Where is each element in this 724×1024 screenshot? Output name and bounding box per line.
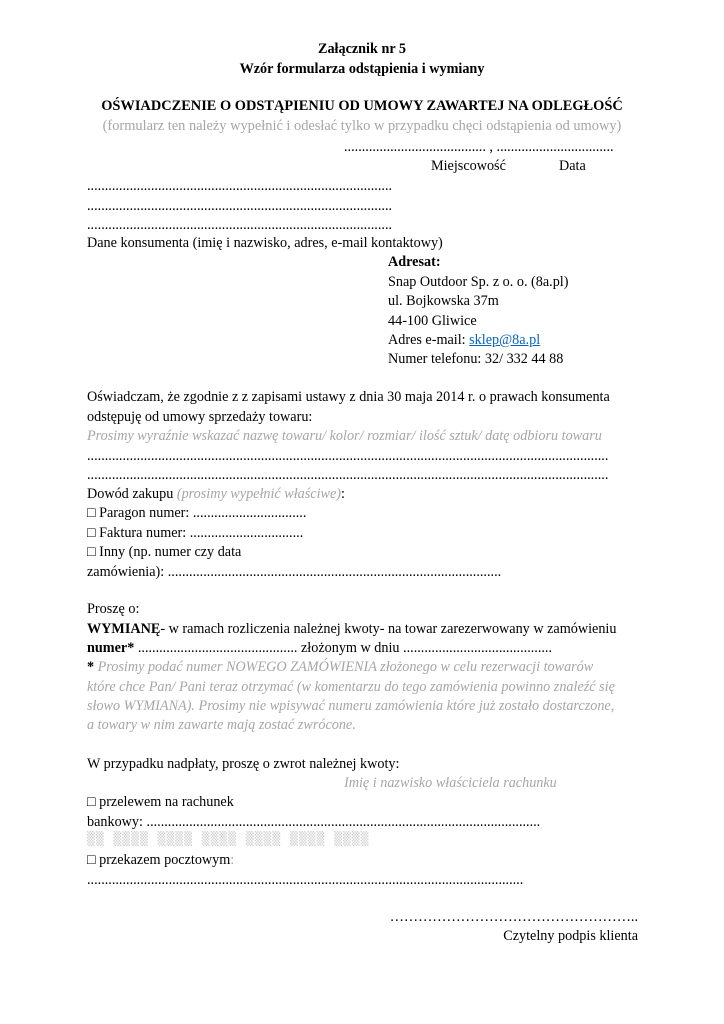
order-number-dots[interactable]: ............................................. złożonym w dniu .......................................... xyxy=(134,640,553,656)
order-field[interactable]: zamówienia): .............................................................................................. xyxy=(87,564,502,580)
exchange-line xyxy=(87,620,616,638)
proof-hint: (prosimy wypełnić właściwe) xyxy=(176,486,342,502)
proof-label-line xyxy=(87,485,345,503)
signature-label: Czytelny podpis klienta xyxy=(503,928,638,944)
form-subtitle: (formularz ten należy wypełnić i odesłać tylko w przypadku chęci odstąpienia od umowy) xyxy=(102,118,622,134)
bank-dots[interactable]: ............................................................................................................... xyxy=(146,814,541,830)
exchange-rest: - w ramach rozliczenia należnej kwoty- na towar zarezerwowany w zamówieniu xyxy=(160,621,617,637)
postal-dots[interactable]: ........................................................................................................................... xyxy=(87,872,524,888)
postal-order-line[interactable] xyxy=(87,851,234,869)
account-owner-hint: Imię i nazwisko właściciela rachunku xyxy=(344,775,557,791)
annex-title: Wzór formularza odstąpienia i wymiany xyxy=(239,61,485,77)
refund-label: W przypadku nadpłaty, proszę o zwrot należnej kwoty: xyxy=(87,756,400,772)
product-dots-2[interactable]: ................................................................................................................................................... xyxy=(87,467,609,483)
other-checkbox[interactable]: □ Inny (np. numer czy data xyxy=(87,544,242,560)
proof-label: Dowód zakupu xyxy=(87,486,177,502)
email-link[interactable]: sklep@8a.pl xyxy=(469,332,541,348)
product-hint: Prosimy wyraźnie wskazać nazwę towaru/ kolor/ rozmiar/ ilość sztuk/ datę odbioru towaru xyxy=(87,428,602,444)
consumer-label: Dane konsumenta (imię i nazwisko, adres, e-mail kontaktowy) xyxy=(87,235,443,251)
annex-number: Załącznik nr 5 xyxy=(317,41,407,57)
postal-colon: : xyxy=(230,852,235,868)
declaration-line-1: Oświadczam, że zgodnie z z zapisami ustawy z dnia 30 maja 2014 r. o prawach konsumenta xyxy=(87,389,610,405)
addressee-street: ul. Bojkowska 37m xyxy=(388,293,499,309)
note-star: * xyxy=(87,659,95,675)
bank-label: bankowy: xyxy=(87,814,147,830)
exchange-bold: WYMIANĘ xyxy=(87,621,161,637)
place-label: Miejscowość xyxy=(431,158,506,174)
addressee-city: 44-100 Gliwice xyxy=(388,313,477,329)
signature-dots[interactable]: …………………………………………….. xyxy=(389,909,638,925)
consumer-line-3[interactable]: ...................................................................................... xyxy=(87,217,393,233)
form-title: OŚWIADCZENIE O ODSTĄPIENIU OD UMOWY ZAWARTEJ NA ODLEGŁOŚĆ xyxy=(101,98,623,114)
addressee-phone: Numer telefonu: 32/ 332 44 88 xyxy=(388,351,564,367)
consumer-line-1[interactable]: ...................................................................................... xyxy=(87,178,393,194)
bank-account-line[interactable] xyxy=(87,813,540,831)
exchange-note-1 xyxy=(87,658,593,676)
postal-checkbox[interactable]: □ przekazem pocztowym xyxy=(87,852,231,868)
note-text-1: Prosimy podać numer NOWEGO ZAMÓWIENIA złożonego w celu rezerwacji towarów xyxy=(94,659,594,675)
addressee-heading: Adresat: xyxy=(388,254,441,270)
exchange-note-4: a towary w nim zawarte mają zostać zwrócone. xyxy=(87,717,356,733)
request-label: Proszę o: xyxy=(87,601,140,617)
exchange-note-2: które chce Pan/ Pani teraz otrzymać (w komentarzu do tego zamówienia powinno znaleźć się xyxy=(87,679,615,695)
receipt-checkbox[interactable]: □ Paragon numer: ................................ xyxy=(87,505,307,521)
declaration-line-2: odstępuję od umowy sprzedaży towaru: xyxy=(87,409,313,425)
place-date-dots[interactable]: ........................................ , ................................. xyxy=(344,139,614,155)
transfer-checkbox[interactable]: □ przelewem na rachunek xyxy=(87,794,234,810)
product-dots-1[interactable]: ................................................................................................................................................... xyxy=(87,448,609,464)
invoice-checkbox[interactable]: □ Faktura numer: ................................ xyxy=(87,525,304,541)
email-label: Adres e-mail: xyxy=(388,332,470,348)
proof-colon: : xyxy=(341,486,345,502)
addressee-email-line xyxy=(388,331,540,349)
date-label: Data xyxy=(559,158,586,174)
consumer-line-2[interactable]: ...................................................................................... xyxy=(87,198,393,214)
exchange-note-3: słowo WYMIANA). Prosimy nie wpisywać numeru zamówienia które już zostało dostarczone, xyxy=(87,698,615,714)
addressee-company: Snap Outdoor Sp. z o. o. (8a.pl) xyxy=(388,274,569,290)
order-number-label: numer* xyxy=(87,640,135,656)
order-number-line[interactable] xyxy=(87,639,552,657)
iban-boxes[interactable]: ▒▒ ▒▒▒▒ ▒▒▒▒ ▒▒▒▒ ▒▒▒▒ ▒▒▒▒ ▒▒▒▒ xyxy=(87,832,370,847)
